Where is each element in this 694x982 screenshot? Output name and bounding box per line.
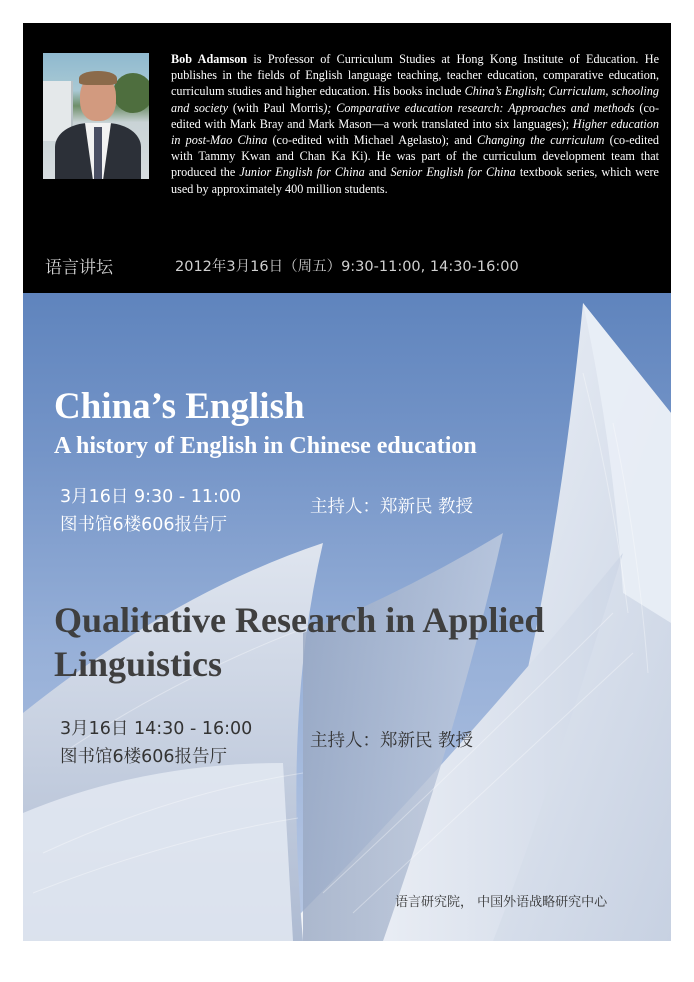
lecture1-title: China’s English [54,386,305,427]
forum-label: 语言讲坛 [45,258,113,278]
lecture2-host: 主持人：郑新民 教授 [310,731,474,751]
lecture-poster [23,23,671,941]
lecture2-title: Qualitative Research in Applied Linguistics [54,600,545,684]
lecture1-time: 3月16日 9:30 - 11:00 [60,487,242,507]
forum-date: 2012年3月16日（周五）9:30-11:00, 14:30-16:00 [175,259,519,275]
lecture1-host: 主持人：郑新民 教授 [310,497,474,517]
organizers-footer: 语言研究院， 中国外语战略研究中心 [395,895,608,910]
speaker-name: Bob Adamson [171,52,248,66]
speaker-photo [43,53,149,179]
lecture2-time: 3月16日 14:30 - 16:00 [60,719,253,739]
lecture1-subtitle: A history of English in Chinese education [54,433,477,459]
speaker-bio: Bob Adamson is Professor of Curriculum Studies at Hong Kong Institute of Education. He publishes in the fields of English language teaching, teacher education, comparative education, curriculum studies and higher education. His books include China’s English; Curriculum, schooling and society (with Paul Morris); Comparative education research: Approaches and methods (co-edited with Mark Bray and Mark Mason—a work translated into six languages); Higher education in post-Mao China (co-edited with Michael Agelasto); and Changing the curriculum (co-edited with Tammy Kwan and Chan Ka Ki). He was part of the curriculum development team that produced the Junior English for China and Senior English for China textbook series, which were used by approximately 400 million students. [171,52,660,196]
architecture-background [23,293,671,941]
speaker-band [23,23,671,293]
lecture2-venue: 图书馆6楼606报告厅 [60,747,228,767]
lecture1-venue: 图书馆6楼606报告厅 [60,515,228,535]
lecture-content [23,293,671,941]
